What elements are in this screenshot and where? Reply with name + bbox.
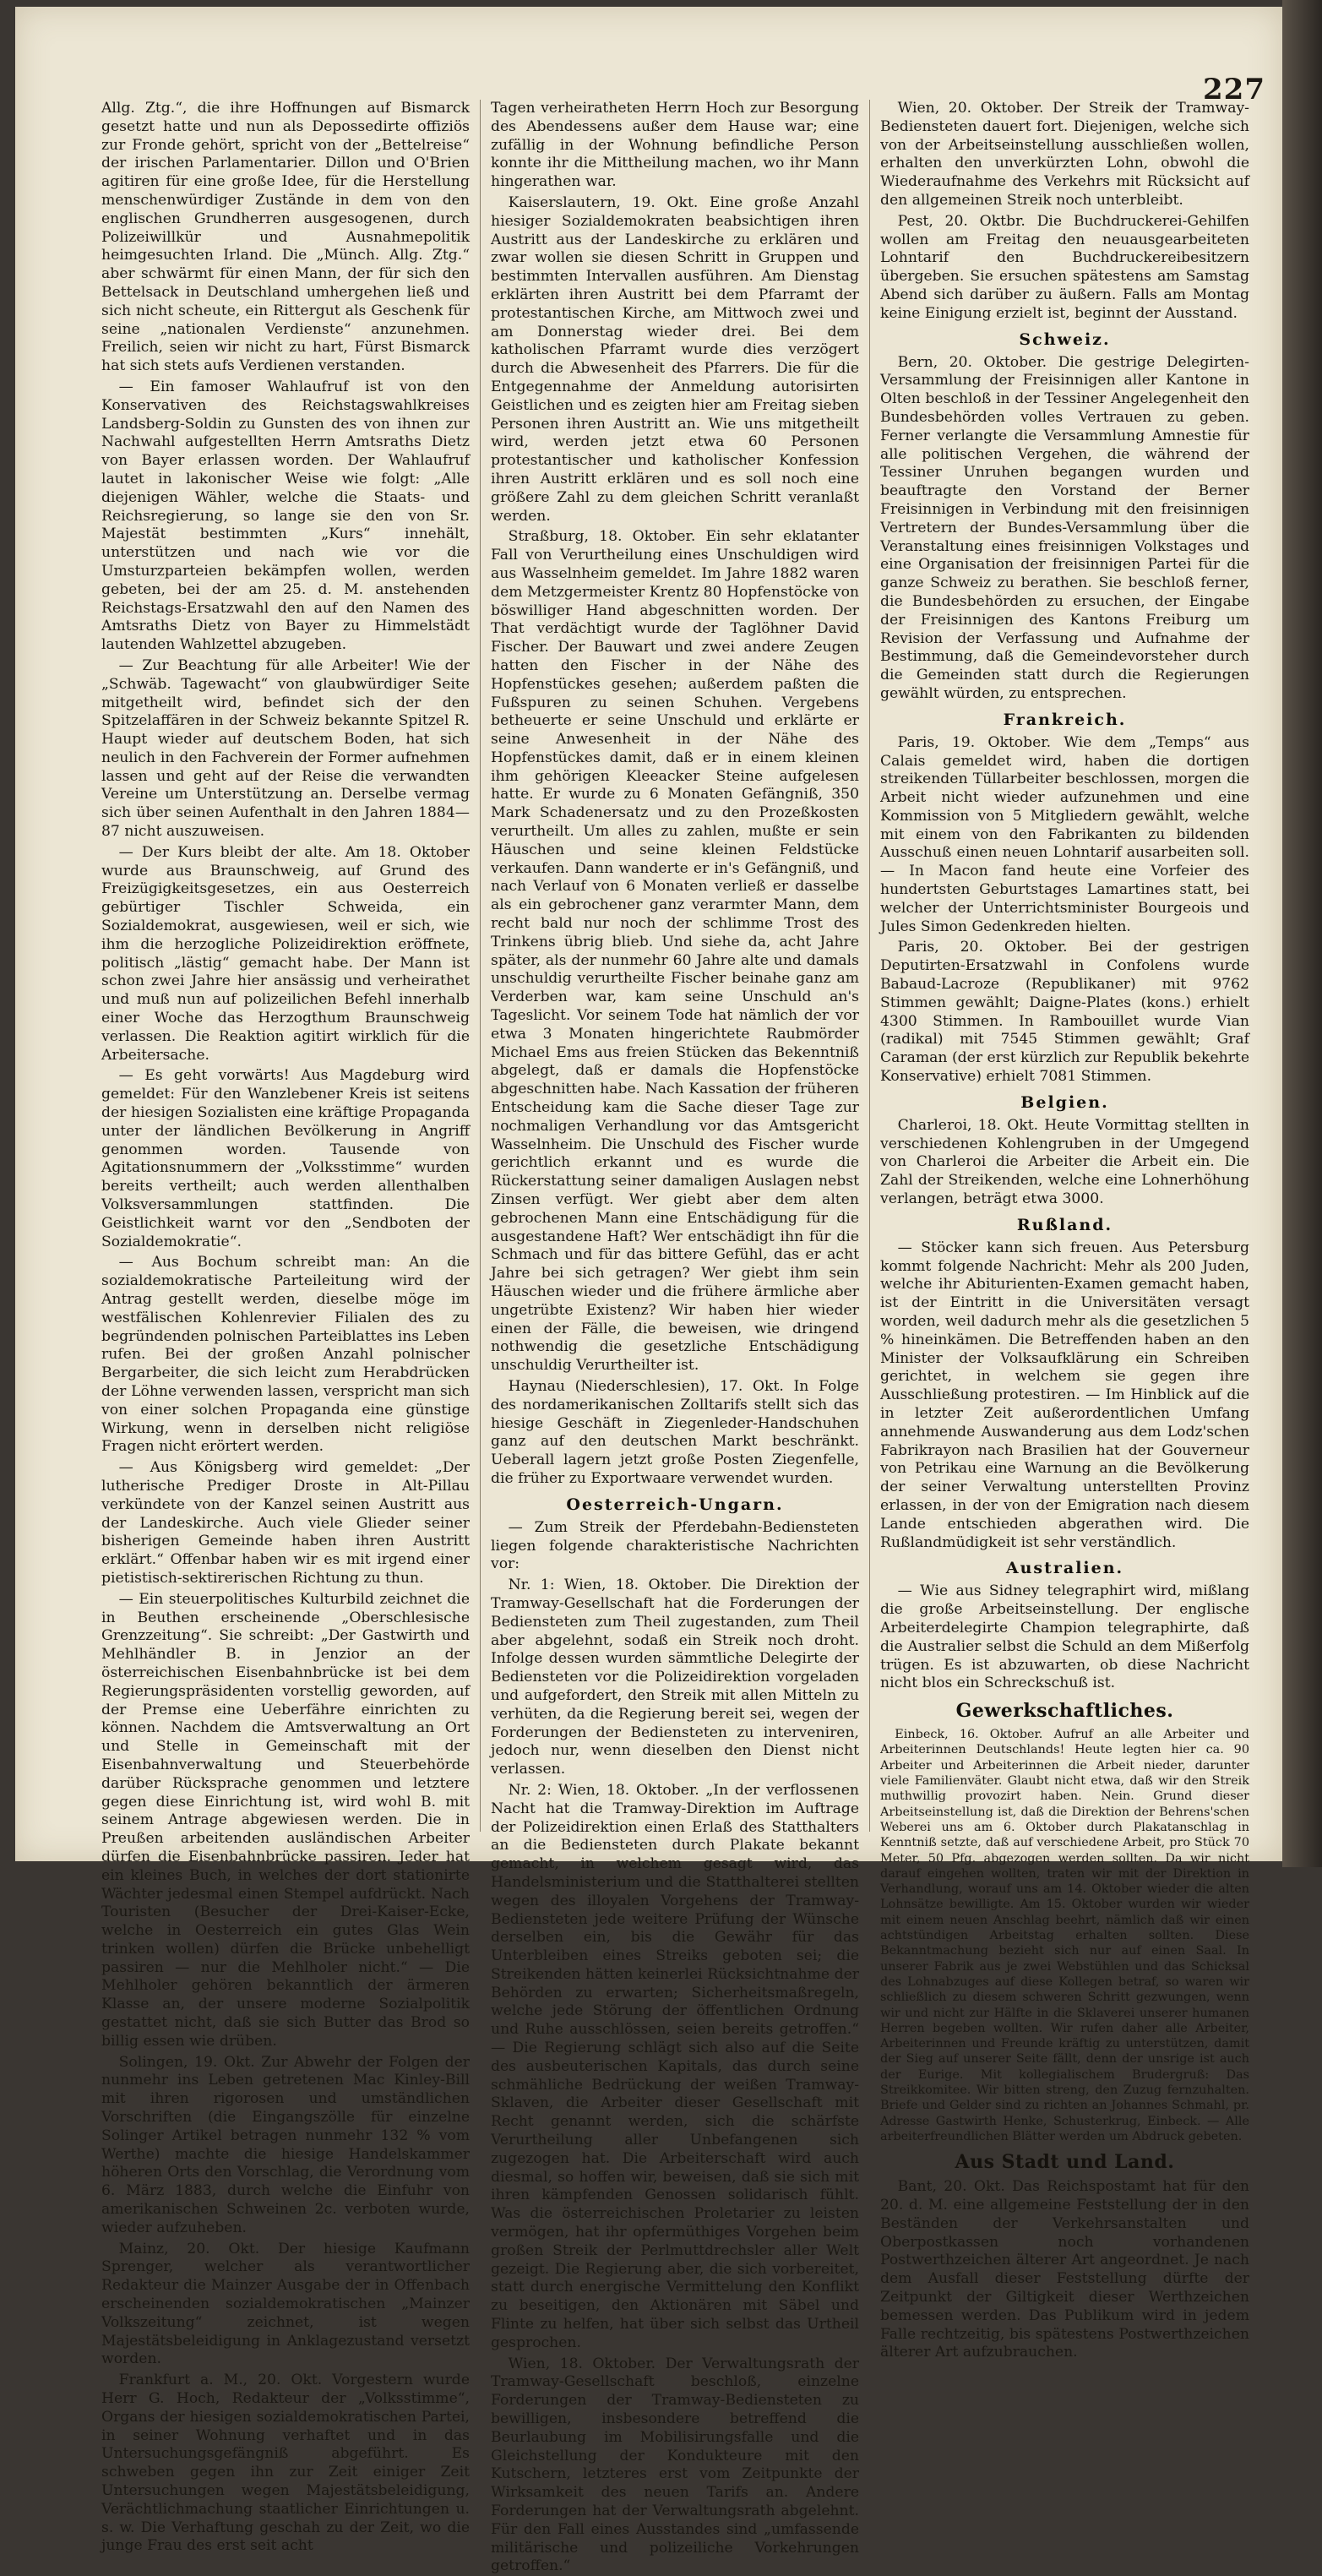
article-paragraph: — Der Kurs bleibt der alte. Am 18. Oktober wurde aus Braunschweig, auf Grund des Freizügigkeitsgesetzes, ein aus Oesterreich gebürtiger Tischler Schweida, ein Sozialdemokrat, ausgewiesen, weil er sich, wie ihm die herzogliche Polizeidirektion eröffnete, politisch „lästig“ gemacht habe. Der Mann ist schon zwei Jahre hier ansässig und verheirathet und muß nun auf polizeilichen Befehl innerhalb einer Woche das Herzogthum Braunschweig verlassen. Die Reaktion agitirt wirklich für die Arbeitersache. xyxy=(101,843,470,1064)
page-number: 227 xyxy=(1203,73,1265,106)
article-paragraph: Straßburg, 18. Oktober. Ein sehr eklatanter Fall von Verurtheilung eines Unschuldigen wird aus Wasselnheim gemeldet. Im Jahre 1882 waren dem Metzgermeister Krentz 80 Hopfenstöcke von böswilliger Hand abgeschnitten worden. Der That verdächtigt wurde der Taglöhner David Fischer. Der Bauwart und zwei andere Zeugen hatten den Fischer in der Nähe des Hopfenstückes gesehen; außerdem paßten die Fußspuren zu seinen Schuhen. Vergebens betheuerte er seine Unschuld und erklärte er seine Anwesenheit in der Nähe des Hopfenstückes damit, daß er in einem kleinen ihm gehörigen Kleeacker Steine aufgelesen hatte. Er wurde zu 6 Monaten Gefängniß, 350 Mark Schadenersatz und zu den Prozeßkosten verurtheilt. Um alles zu zahlen, mußte er sein Häuschen und seine kleinen Feldstücke verkaufen. Dann wanderte er in's Gefängniß, und nach Verlauf von 6 Monaten verließ er dasselbe als ein gebrochener ganz verarmter Mann, dem recht bald nur noch der schlimme Trost des Trinkens übrig blieb. Und siehe da, acht Jahre später, als der nunmehr 60 Jahre alte und damals unschuldig verurtheilte Fischer beinahe ganz am Verderben war, kam seine Unschuld an's Tageslicht. Vor seinem Tode hat nämlich der vor etwa 3 Monaten hingerichtete Raubmörder Michael Ems aus freien Stücken das Bekenntniß abgelegt, daß er damals die Hopfenstöcke abgeschnitten habe. Nach Kassation der früheren Entscheidung kam die Sache dieser Tage zur nochmaligen Verhandlung vor das Amtsgericht Wasselnheim. Die Unschuld des Fischer wurde gerichtlich erkannt und es wurde die Rückerstattung seiner damaligen Auslagen nebst Zinsen verfügt. Wer giebt aber dem alten gebrochenen Mann eine Entschädigung für die ausgestandene Haft? Wer entschädigt ihn für die Schmach und für das bittere Gefühl, das er acht Jahre bei sich getragen? Wer giebt ihm sein Häuschen wieder und die frühere ärmliche aber ungetrübte Existenz? Wir haben hier wieder einen der Fälle, die beweisen, wie dringend nothwendig die gesetzliche Entschädigung unschuldig Verurtheilter ist. xyxy=(491,528,859,1375)
section-heading: Schweiz. xyxy=(1019,329,1111,349)
article-paragraph: — Zur Beachtung für alle Arbeiter! Wie der „Schwäb. Tagewacht“ von glaubwürdiger Seite mitgetheilt wird, befindet sich der den Spitzelaffären in der Schweiz bekannte Spitzel R. Haupt wieder auf deutschem Boden, hat sich neulich in den Fachverein der Former aufnehmen lassen und geht auf der Reise die verwandten Vereine um Unterstützung an. Derselbe vermag sich über seinen Aufenthalt in den Jahren 1884—87 nicht auszuweisen. xyxy=(101,656,470,841)
column-1 xyxy=(91,100,481,2555)
section-heading: Frankreich. xyxy=(1003,710,1127,729)
article-paragraph: Mainz, 20. Okt. Der hiesige Kaufmann Sprenger, welcher als verantwortlicher Redakteur die Mainzer Ausgabe der in Offenbach erscheinenden sozialdemokratischen „Mainzer Volkszeitung“ zeichnet, ist wegen Majestätsbeleidigung in Anklagezustand versetzt worden. xyxy=(101,2240,470,2368)
article-paragraph: Wien, 20. Oktober. Der Streik der Tramway-Bediensteten dauert fort. Diejenigen, welche sich von der Arbeitseinstellung ausschließen wollen, erhalten den unverkürzten Lohn, obwohl die Wiederaufnahme des Verkehrs mit Rücksicht auf den allgemeinen Streik noch unterbleibt. xyxy=(880,100,1249,209)
article-paragraph: Wien, 18. Oktober. Der Verwaltungsrath der Tramway-Gesellschaft beschloß, einzelne Forderungen der Tramway-Bediensteten zu bewilligen, insbesondere betreffend die Beurlaubung im Mobilisirungsfalle und die Gleichstellung der Kondukteure mit den Kutschern, letzteres erst vom Zeitpunkte der Wirksamkeit des neuen Tarifs an. Andere Forderungen hat der Verwaltungsrath abgelehnt. Für den Fall eines Ausstandes sind „umfassende militärische und polizeiliche Vorkehrungen getroffen.“ xyxy=(491,2355,859,2575)
article-paragraph: Pest, 20. Oktbr. Die Buchdruckerei-Gehilfen wollen am Freitag den neuausgearbeiteten Lohntarif den Buchdruckereibesitzern übergeben. Sie ersuchen spätestens am Samstag Abend sich darüber zu äußern. Falls am Montag keine Einigung erzielt ist, beginnt der Ausstand. xyxy=(880,212,1249,322)
section-heading: Oesterreich-Ungarn. xyxy=(566,1495,784,1514)
article-paragraph: Bant, 20. Okt. Das Reichspostamt hat für den 20. d. M. eine allgemeine Feststellung der in den Beständen der Verkehrsanstalten und Oberpostkassen noch vorhandenen Postwerthzeichen älterer Art angeordnet. Je nach dem Ausfall dieser Feststellung dürfte der Zeitpunkt der Giltigkeit dieser Werthzeichen bemessen werden. Das Publikum wird in jedem Falle rechtzeitig, bis spätestens Postwerthzeichen älterer Art aufzubrauchen. xyxy=(880,2178,1249,2361)
article-paragraph: Tagen verheiratheten Herrn Hoch zur Besorgung des Abendessens außer dem Hause war; eine zufällig in der Wohnung befindliche Person konnte ihr die Mittheilung machen, wo ihr Mann hingerathen war. xyxy=(491,100,859,191)
article-paragraph: — Ein steuerpolitisches Kulturbild zeichnet die in Beuthen erscheinende „Oberschlesische Grenzzeitung“. Sie schreibt: „Der Gastwirth und Mehlhändler B. in Jenzior an der österreichischen Eisenbahnbrücke ist bei dem Regierungspräsidenten vorstellig geworden, auf der Premse eine Ueberfähre einrichten zu können. Nachdem die Amtsverwaltung an Ort und Stelle in Gemeinschaft mit der Eisenbahnverwaltung und Steuerbehörde darüber Rücksprache genommen und letztere gegen diese Einrichtung ist, wird wohl B. mit seinem Antrage abgewiesen werden. Die in Preußen arbeitenden ausländischen Arbeiter dürfen die Eisenbahnbrücke passiren. Jeder hat ein kleines Buch, in welches der dort stationirte Wächter jedesmal einen Stempel aufdrückt. Nach Touristen (Besucher der Drei-Kaiser-Ecke, welche in Oesterreich ein gutes Glas Wein trinken wollen) dürfen die Brücke unbehelligt passiren — nur die Mehlholer nicht.“ — Die Mehlholer gehören bekanntlich der ärmeren Klasse an, der unsere moderne Sozialpolitik gestattet nicht, daß sie sich Butter das Brod so billig essen wie drüben. xyxy=(101,1590,470,2050)
article-paragraph: — Aus Königsberg wird gemeldet: „Der lutherische Prediger Droste in Alt-Pillau verkündete von der Kanzel seinen Austritt aus der Landeskirche. Auch viele Glieder seiner bisherigen Gemeinde haben ihren Austritt erklärt.“ Offenbar haben wir es mit irgend einer pietistisch-sektirerischen Richtung zu thun. xyxy=(101,1459,470,1587)
article-paragraph: Bern, 20. Oktober. Die gestrige Delegirten-Versammlung der Freisinnigen aller Kantone in Olten beschloß in der Tessiner Angelegenheit den Bundesbehörden volles Vertrauen zu geben. Ferner verlangte die Versammlung Amnestie für alle politischen Vergehen, die während der Tessiner Unruhen begangen wurden und beauftragte den Vorstand der Berner Freisinnigen in Verbindung mit den freisinnigen Vertretern der Bundes-Versammlung über die Veranstaltung eines freisinnigen Volkstages und eine Organisation der freisinnigen Partei für die ganze Schweiz zu berathen. Sie beschloß ferner, die Bundesbehörden zu ersuchen, der Eingabe der Freisinnigen des Kantons Freiburg um Revision der Verfassung und Aufnahme der Bestimmung, daß die Gemeindevorsteher durch die Gemeinden statt durch die Regierungen gewählt würden, zu entsprechen. xyxy=(880,353,1249,702)
article-paragraph: Nr. 1: Wien, 18. Oktober. Die Direktion der Tramway-Gesellschaft hat die Forderungen der Bediensteten zum Theil zugestanden, zum Theil aber abgelehnt, sodaß ein Streik noch droht. Infolge dessen wurden sämmtliche Delegirte der Bediensteten vor die Polizeidirektion vorgeladen und aufgefordert, den Streik mit allen Mitteln zu verhüten, da die Regierung bereit sei, wegen der Forderungen der Bediensteten zu interveniren, jedoch nur, wenn dieselben den Dienst nicht verlassen. xyxy=(491,1577,859,1778)
section-heading: Aus Stadt und Land. xyxy=(955,2151,1175,2174)
article-paragraph: Charleroi, 18. Okt. Heute Vormittag stellten in verschiedenen Kohlengruben in der Umgegend von Charleroi die Arbeiter die Arbeit ein. Die Zahl der Streikenden, welche eine Lohnerhöhung verlangen, beträgt etwa 3000. xyxy=(880,1116,1249,1208)
article-paragraph: — Es geht vorwärts! Aus Magdeburg wird gemeldet: Für den Wanzlebener Kreis ist seitens der hiesigen Sozialisten eine kräftige Propaganda unter der ländlichen Bevölkerung in Angriff genommen worden. Tausende von Agitationsnummern der „Volksstimme“ wurden bereits vertheilt; auch werden allenthalben Volksversammlungen stattfinden. Die Geistlichkeit warnt vor den „Sendboten der Sozialdemokratie“. xyxy=(101,1067,470,1250)
article-paragraph: Haynau (Niederschlesien), 17. Okt. In Folge des nordamerikanischen Zolltarifs stellt sich das hiesige Geschäft in Ziegenleder-Handschuhen ganz auf den deutschen Markt beschränkt. Ueberall lagern jetzt große Posten Ziegenfelle, die früher zu Exportwaare verwendet wurden. xyxy=(491,1377,859,1487)
article-paragraph: Paris, 20. Oktober. Bei der gestrigen Deputirten-Ersatzwahl in Confolens wurde Babaud-Lacroze (Republikaner) mit 9762 Stimmen gewählt; Daigne-Plates (kons.) erhielt 4300 Stimmen. In Rambouillet wurde Vian (radikal) mit 7545 Stimmen gewählt; Graf Caraman (der erst kürzlich zur Republik bekehrte Konservative) erhielt 7081 Stimmen. xyxy=(880,939,1249,1086)
article-paragraph: Paris, 19. Oktober. Wie dem „Temps“ aus Calais gemeldet wird, haben die dortigen streikenden Tüllarbeiter beschlossen, morgen die Arbeit nicht wieder aufzunehmen und eine Kommission von 5 Mitgliedern gewählt, welche mit einem von den Fabrikanten zu bildenden Ausschuß einen neuen Lohntarif ausarbeiten soll. — In Macon fand heute eine Vorfeier des hundertsten Geburtstages Lamartines statt, bei welcher der Unterrichtsminister Bourgeois und Jules Simon Gedenkreden hielten. xyxy=(880,733,1249,935)
article-paragraph: — Stöcker kann sich freuen. Aus Petersburg kommt folgende Nachricht: Mehr als 200 Juden, welche ihr Abiturienten-Examen gemacht haben, ist der Eintritt in die Universitäten versagt worden, weil dadurch mehr als die gesetzlichen 5 % hineinkämen. Die Betreffenden haben an den Minister der Volksaufklärung ein Schreiben gerichtet, in welchem sie gegen ihre Ausschließung protestiren. — Im Hinblick auf die in letzter Zeit außerordentlichen Umfang annehmende Auswanderung aus dem Lodz'schen Fabrikrayon nach Brasilien hat der Gouverneur von Petrikau eine Warnung an die Bevölkerung der seiner Verwaltung unterstellten Provinz erlassen, in der von der Emigration nach diesem Lande entschieden abgerathen wird. Die Rußlandmüdigkeit ist sehr verständlich. xyxy=(880,1239,1249,1551)
section-heading: Gewerkschaftliches. xyxy=(955,1700,1174,1723)
section-heading: Rußland. xyxy=(1016,1215,1113,1234)
column-2 xyxy=(481,100,870,2575)
article-paragraph: — Zum Streik der Pferdebahn-Bediensteten liegen folgende charakteristische Nachrichten vor: xyxy=(491,1518,859,1573)
article-paragraph: Allg. Ztg.“, die ihre Hoffnungen auf Bismarck gesetzt hatte und nun als Depossedirte offiziös zur Fronde gehört, spricht von der „Bettelreise“ der irischen Parlamentarier. Dillon und O'Brien agitiren für eine große Idee, für die Herstellung menschenwürdiger Zustände in dem von den englischen Grundherren ausgesogenen, durch Polizeiwillkür und Ausnahmepolitik heimgesuchten Irland. Die „Münch. Allg. Ztg.“ aber schwärmt für einen Mann, der für sich den Bettelsack in Deutschland umhergehen ließ und sich nicht scheute, ein Rittergut als Geschenk für seine „nationalen Verdienste“ anzunehmen. Freilich, seien wir nicht zu hart, Fürst Bismarck hat sich stets aufs Verdienen verstanden. xyxy=(101,100,470,375)
article-paragraph: Nr. 2: Wien, 18. Oktober. „In der verflossenen Nacht hat die Tramway-Direktion im Auftrage der Polizeidirektion einen Erlaß des Statthalters an die Bediensteten durch Plakate bekannt gemacht, in welchem gesagt wird, das Handelsministerium und die Statthalterei stellten wegen des illoyalen Vorgehens der Tramway-Bediensteten jede weitere Prüfung der Wünsche derselben ein, bis die Gewähr für das Unterbleiben eines Streiks geboten sei; die Streikenden hätten keinerlei Rücksichtnahme der Behörden zu erwarten; Sicherheitsmaßregeln, welche jede Störung der öffentlichen Ordnung und Ruhe ausschlössen, seien bereits getroffen.“ — Die Regierung schlägt sich also auf die Seite des ausbeuterischen Kapitals, das durch seine schmähliche Bedrückung der weißen Tramway-Sklaven, die Arbeiter dieser Gesellschaft mit Recht genannt werden, sich die schärfste Verurtheilung aller Unbefangenen sich zugezogen hat. Die Arbeiterschaft wird auch diesmal, so hoffen wir, beweisen, daß sie sich mit ihren kämpfenden Genossen solidarisch fühlt. Was die österreichischen Proletarier zu leisten vermögen, hat ihr opfermüthiges Vorgehen beim großen Streik der Perlmuttdrechsler aller Welt gezeigt. Die Regierung aber, die sich vorbereitet, statt durch energische Vermittelung den Konflikt zu beseitigen, den Aktionären mit Säbel und Flinte zu helfen, hat über sich selbst das Urtheil gesprochen. xyxy=(491,1781,859,2351)
newspaper-page xyxy=(15,7,1282,2575)
article-paragraph: Kaiserslautern, 19. Okt. Eine große Anzahl hiesiger Sozialdemokraten beabsichtigen ihren Austritt aus der Landeskirche zu erklären und zwar wollen sie diesen Schritt in Gruppen und bestimmten Intervallen ausführen. Am Dienstag erklärten ihren Austritt bei dem Pfarramt der protestantischen Kirche, am Mittwoch zwei und am Donnerstag wieder drei. Bei dem katholischen Pfarramt wurde dies verzögert durch die Abwesenheit des Pfarrers. Die für die Entgegennahme der Anmeldung autorisirten Geistlichen und es zeigten hier am Freitag sieben Personen ihren Austritt an. Wie uns mitgetheilt wird, werden jetzt etwa 60 Personen protestantischer und katholischer Konfession ihren Austritt erklären und es soll noch eine größere Zahl zu dem gleichen Schritt veranlaßt werden. xyxy=(491,193,859,525)
article-paragraph: Einbeck, 16. Oktober. Aufruf an alle Arbeiter und Arbeiterinnen Deutschlands! Heute legten hier ca. 90 Arbeiter und Arbeiterinnen die Arbeit nieder, darunter viele Familienväter. Glaubt nicht etwa, daß wir den Streik muthwillig provozirt haben. Nein. Grund dieser Arbeitseinstellung ist, daß die Direktion der Behrens'schen Weberei uns am 6. Oktober durch Plakatanschlag in Kenntniß setzte, daß auf verschiedene Arbeit, pro Stück 70 Meter, 50 Pfg. abgezogen werden sollten. Da wir nicht darauf eingehen wollten, traten wir mit der Direktion in Verhandlung, worauf uns am 14. Oktober wieder die alten Lohnsätze bewilligte. Am 15. Oktober wurden wir wieder mit einem neuen Anschlag beehrt, nämlich daß wir einen achtstündigen Arbeitstag erhalten sollten. Diese Bekanntmachung bezieht sich nur auf einen Saal. In unserer Fabrik aus je zwei Webstühlen und das Schicksal des Lohnabzuges auf diese Kollegen betraf, so waren wir schließlich zu diesem schweren Schritt gezwungen, wenn wir und nicht zur Hälfte in die Sklaverei unserer humanen Herren begeben wollten. Wir rufen daher alle Arbeiter, Arbeiterinnen und Freunde kräftig zu unterstützen, damit der Sieg auf unserer Seite fällt, denn der unsrige ist auch der Eurige. Mit kollegialischem Brudergruß: Das Streikkomitee. Wir bitten streng, den Zuzug fernzuhalten. Briefe und Gelder sind zu richten an Johannes Schmahl, pr. Adresse Gastwirth Henke, Schusterkrug, Einbeck. — Alle arbeiterfreundlichen Blätter werden um Abdruck gebeten. xyxy=(880,1728,1249,2143)
section-heading: Belgien. xyxy=(1020,1092,1109,1112)
article-paragraph: Solingen, 19. Okt. Zur Abwehr der Folgen der nunmehr ins Leben getretenen Mac Kinley-Bill mit ihren rigorosen und umständlichen Vorschriften (die Eingangszölle für einzelne Solinger Artikel betragen nunmehr 132 % vom Werthe) machte die hiesige Handelskammer höheren Orts den Vorschlag, die Verordnung vom 6. März 1883, durch welche die Einfuhr von amerikanischen Schweinen 2c. verboten wurde, wieder aufzuheben. xyxy=(101,2053,470,2236)
article-paragraph: — Aus Bochum schreibt man: An die sozialdemokratische Parteileitung wird der Antrag gestellt werden, dieselbe möge im westfälischen Kohlenrevier Filialen des zu begründenden polnischen Parteiblattes ins Leben rufen. Bei der großen Anzahl polnischer Bergarbeiter, die sich leicht zum Herabdrücken der Löhne verwenden lassen, verspricht man sich von einer solchen Propaganda eine günstige Wirkung, wenn in derselben nicht religiöse Fragen nicht erörtert werden. xyxy=(101,1254,470,1456)
article-paragraph: — Wie aus Sidney telegraphirt wird, mißlang die große Arbeitseinstellung. Der englische Arbeiterdelegirte Champion telegraphirte, daß die Australier selbst die Schuld an dem Mißerfolg trügen. Es ist abzuwarten, ob diese Nachricht nicht blos ein Schreckschuß ist. xyxy=(880,1582,1249,1692)
column-3 xyxy=(870,100,1259,2361)
text-columns xyxy=(91,100,1261,2575)
section-heading: Australien. xyxy=(1005,1559,1124,1578)
article-paragraph: — Ein famoser Wahlaufruf ist von den Konservativen des Reichstagswahlkreises Landsberg-Soldin zu Gunsten des von ihnen zur Nachwahl aufgestellten Herrn Amtsraths Dietz von Bayer erlassen worden. Der Wahlaufruf lautet in lakonischer Weise wie folgt: „Alle diejenigen Wähler, welche die Staats- und Reichsregierung, so lange sie den von Sr. Majestät bestimmten „Kurs“ innehält, unterstützen und nach wie vor die Umsturzparteien bekämpfen wollen, werden gebeten, bei der am 25. d. M. anstehenden Reichstags-Ersatzwahl den auf den Namen des Amtsraths Dietz von Bayer zu Himmelstädt lautenden Wahlzettel abzugeben. xyxy=(101,378,470,654)
article-paragraph: Frankfurt a. M., 20. Okt. Vorgestern wurde Herr G. Hoch, Redakteur der „Volksstimme“, Organs der hiesigen sozialdemokratischen Partei, in seiner Wohnung verhaftet und in das Untersuchungsgefängniß abgeführt. Es schweben gegen ihn zur Zeit einiger Zeit Untersuchungen wegen Majestätsbeleidigung, Verächtlichmachung staatlicher Einrichtungen u. s. w. Die Verhaftung geschah zu der Zeit, wo die junge Frau des erst seit acht xyxy=(101,2372,470,2555)
binding-edge xyxy=(1282,0,1322,1867)
